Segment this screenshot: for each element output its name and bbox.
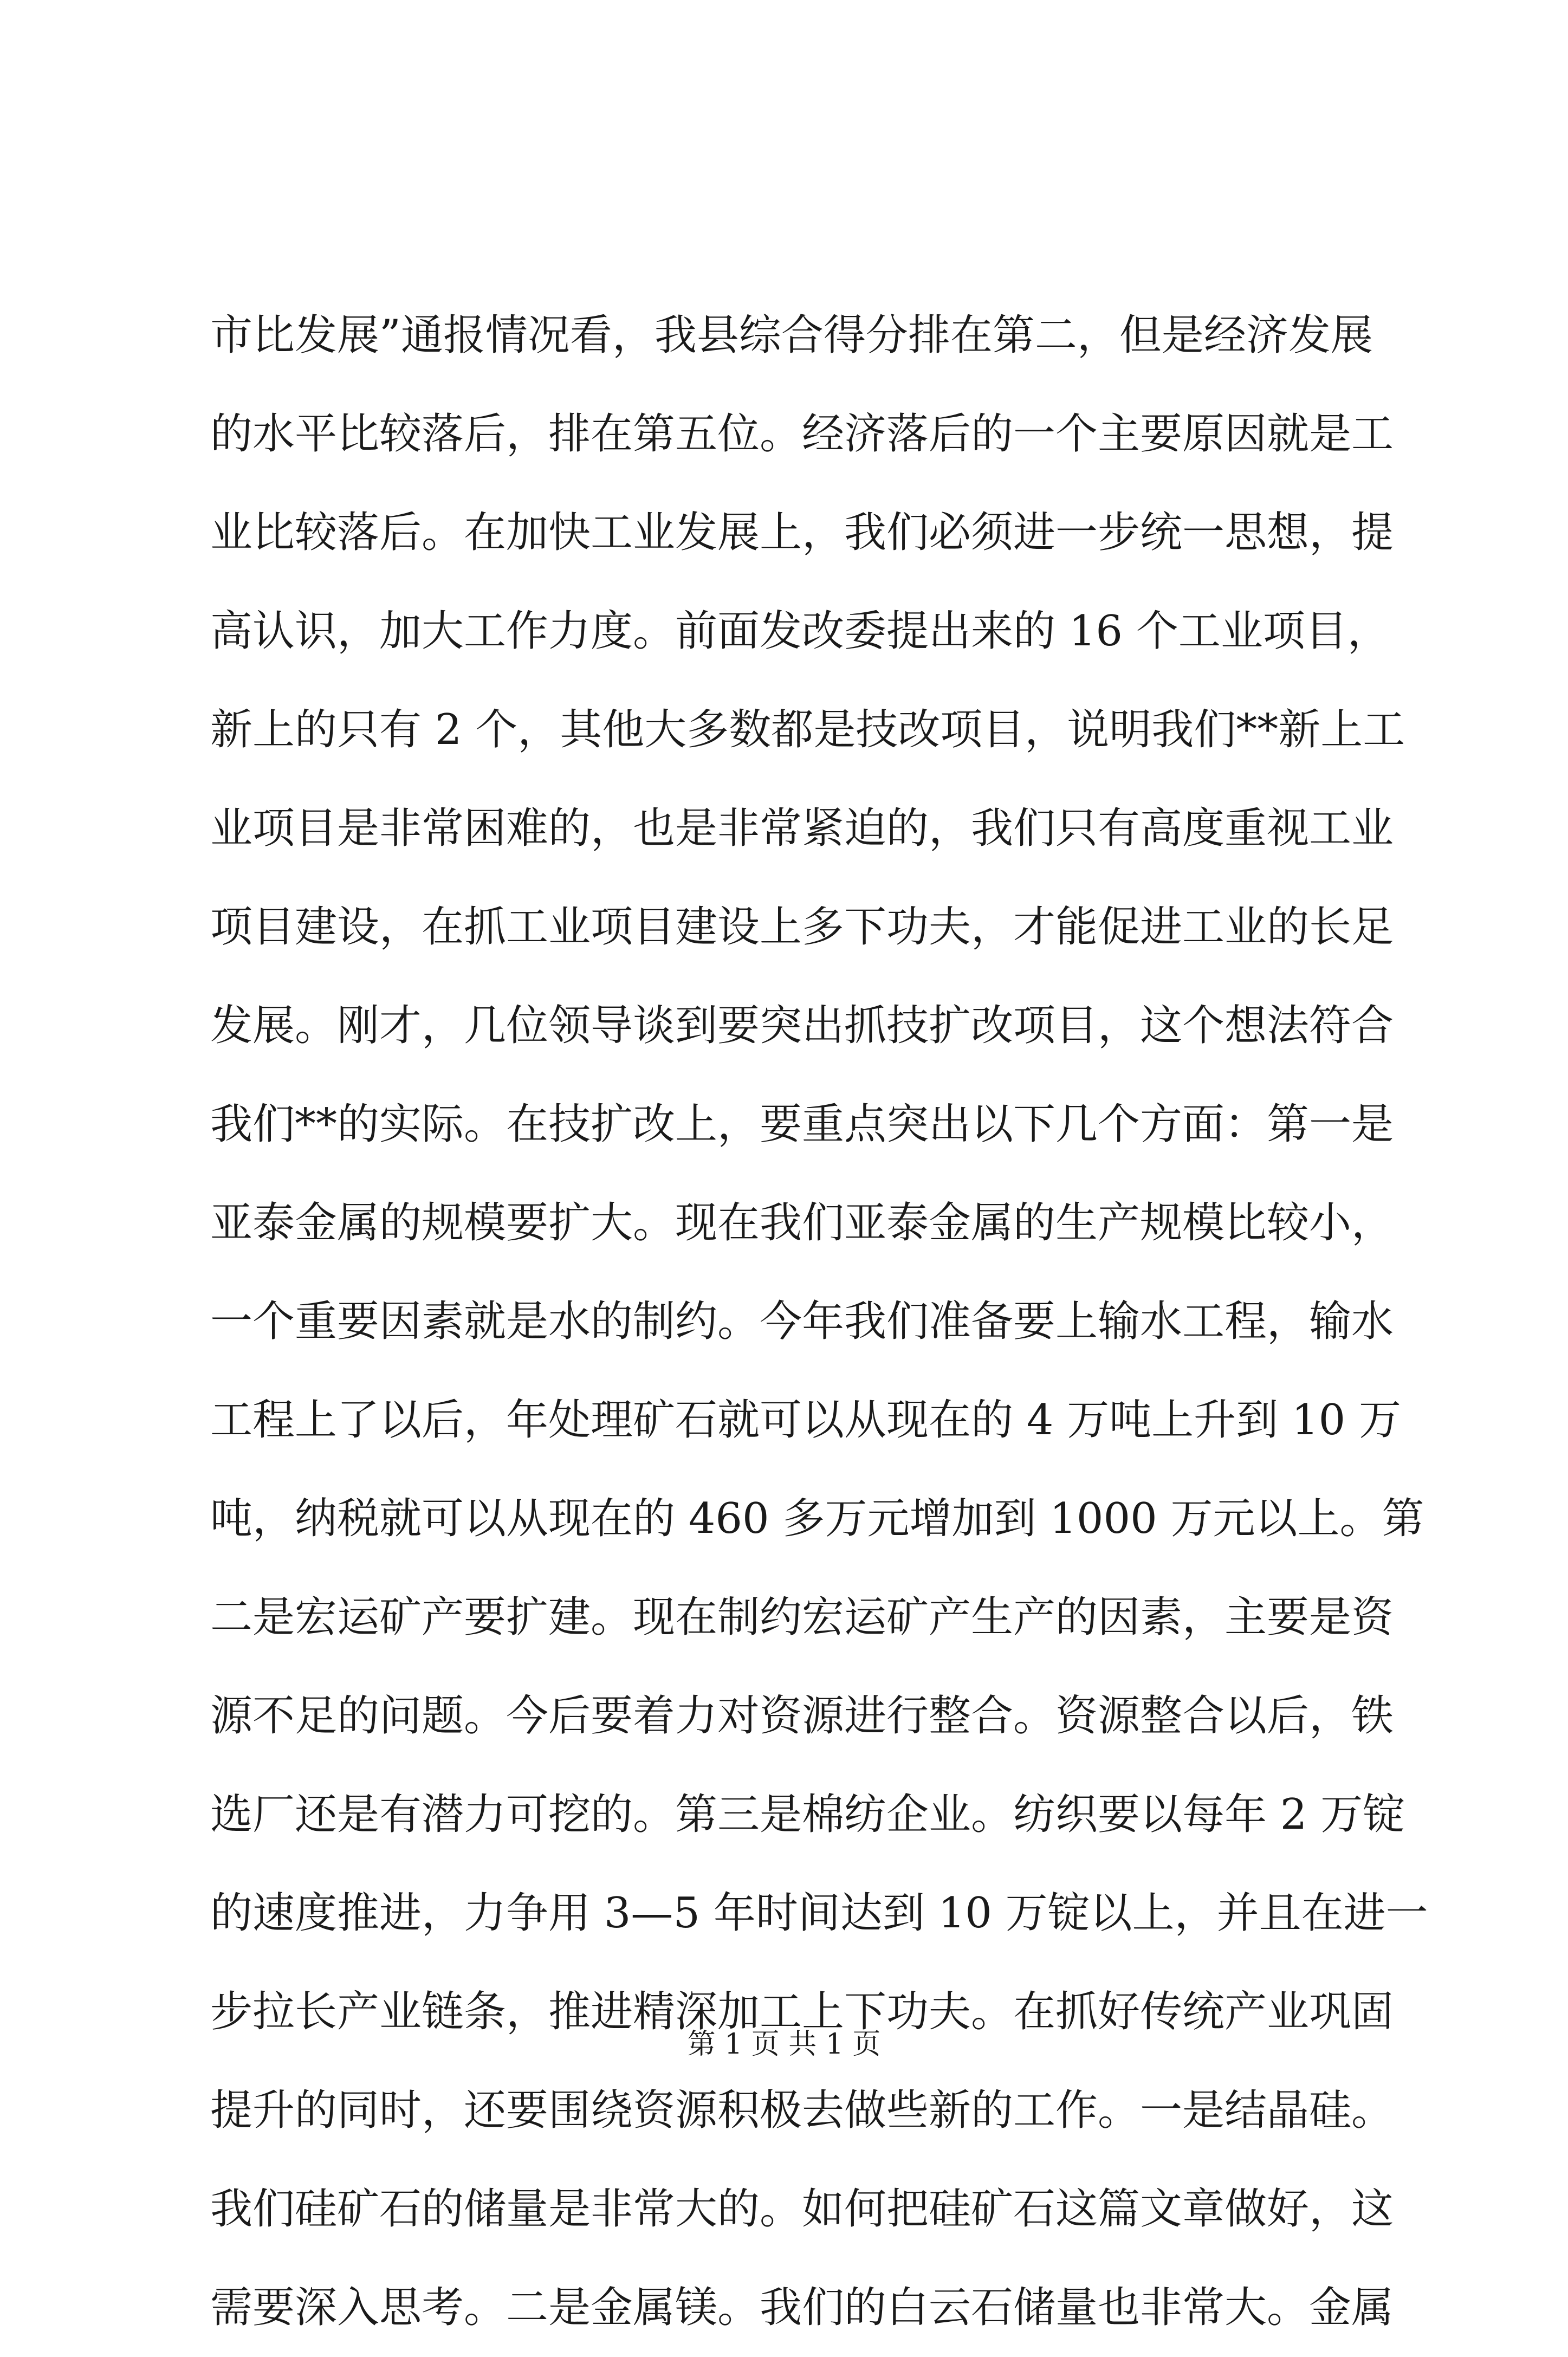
text-line: 源不足的问题。今后要着力对资源进行整合。资源整合以后，铁 — [210, 1692, 1394, 1740]
text-line: 业项目是非常困难的，也是非常紧迫的，我们只有高度重视工业 — [210, 804, 1394, 853]
text-line: 项目建设，在抓工业项目建设上多下功夫，才能促进工业的长足 — [210, 903, 1394, 951]
text-line: 的速度推进，力争用 3—5 年时间达到 10 万锭以上，并且在进一 — [210, 1889, 1428, 1938]
text-line: 提升的同时，还要围绕资源积极去做些新的工作。一是结晶硅。 — [210, 2086, 1394, 2135]
text-line: 业比较落后。在加快工业发展上，我们必须进一步统一思想，提 — [210, 508, 1394, 557]
text-line: 我们**的实际。在技扩改上，要重点突出以下几个方面：第一是 — [210, 1100, 1394, 1149]
text-line: 二是宏运矿产要扩建。现在制约宏运矿产生产的因素，主要是资 — [210, 1593, 1394, 1642]
page-footer — [0, 2025, 1568, 2063]
text-line: 一个重要因素就是水的制约。今年我们准备要上输水工程，输水 — [210, 1297, 1394, 1346]
text-line: 吨，纳税就可以从现在的 460 多万元增加到 1000 万元以上。第 — [210, 1494, 1424, 1543]
text-line: 我们硅矿石的储量是非常大的。如何把硅矿石这篇文章做好，这 — [210, 2185, 1394, 2233]
text-line: 的水平比较落后，排在第五位。经济落后的一个主要原因就是工 — [210, 410, 1394, 458]
text-line: 需要深入思考。二是金属镁。我们的白云石储量也非常大。金属 — [210, 2283, 1394, 2332]
text-line: 市比发展”通报情况看，我县综合得分排在第二，但是经济发展 — [210, 311, 1373, 360]
text-line: 步拉长产业链条，推进精深加工上下功夫。在抓好传统产业巩固 — [210, 1987, 1394, 2036]
page-number: 第 1 页 共 1 页 — [687, 2028, 881, 2061]
text-line: 亚泰金属的规模要扩大。现在我们亚泰金属的生产规模比较小， — [210, 1199, 1394, 1247]
text-line: 新上的只有 2 个，其他大多数都是技改项目，说明我们**新上工 — [210, 705, 1405, 754]
text-line: 高认识，加大工作力度。前面发改委提出来的 16 个工业项目， — [210, 607, 1390, 656]
text-line: 发展。刚才，几位领导谈到要突出抓技扩改项目，这个想法符合 — [210, 1001, 1394, 1050]
text-line: 工程上了以后，年处理矿石就可以从现在的 4 万吨上升到 10 万 — [210, 1396, 1402, 1445]
text-line: 选厂还是有潜力可挖的。第三是棉纺企业。纺织要以每年 2 万锭 — [210, 1790, 1405, 1839]
